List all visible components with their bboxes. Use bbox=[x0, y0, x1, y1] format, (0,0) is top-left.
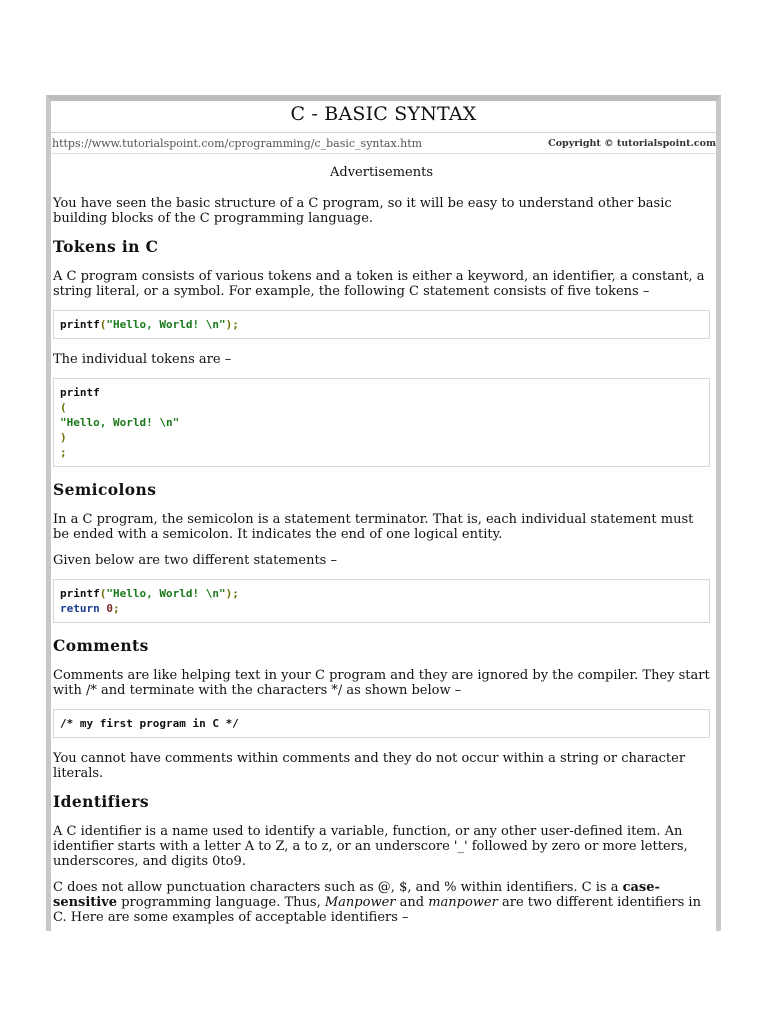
text-run: are two different identifiers in C. Here are some examples of acceptable identifiers – bbox=[53, 895, 701, 925]
copyright-notice: Copyright © tutorialspoint.com bbox=[548, 137, 716, 149]
tokens-code-block bbox=[53, 310, 710, 339]
code-line: ; bbox=[60, 446, 67, 459]
comment-code-block bbox=[53, 709, 710, 738]
semicolons-paragraph: In a C program, the semicolon is a statement terminator. That is, each individual statement must be ended with a semicolon. It indicates the end of one logical entity. bbox=[53, 512, 694, 542]
code-line: ( bbox=[60, 401, 67, 414]
intro-paragraph: You have seen the basic structure of a C program, so it will be easy to understand other basic building blocks of the C programming language. bbox=[53, 196, 672, 226]
code-line: "Hello, World! \n" bbox=[60, 416, 180, 429]
article-content bbox=[51, 165, 716, 925]
code-token: 0 bbox=[106, 602, 113, 615]
italic-term: manpower bbox=[428, 895, 498, 910]
code-line: printf bbox=[60, 386, 100, 399]
code-token: printf bbox=[60, 318, 100, 331]
code-token: ( bbox=[99, 587, 107, 600]
tokens-heading: Tokens in C bbox=[53, 237, 159, 256]
tokens-paragraph: A C program consists of various tokens and a token is either a keyword, an identifier, a constant, a string literal, or a symbol. For example, the following C statement consists of five tokens – bbox=[53, 269, 705, 299]
bold-term: case-sensitive bbox=[53, 880, 660, 910]
code-token: printf bbox=[60, 587, 100, 600]
code-token: "Hello, World! \n" bbox=[106, 318, 226, 331]
code-token: return bbox=[60, 602, 100, 615]
comments-paragraph: Comments are like helping text in your C program and they are ignored by the compiler. They start with /* and terminate with the characters */ as shown below – bbox=[53, 668, 710, 698]
code-token: ; bbox=[113, 602, 120, 615]
semicolons-heading: Semicolons bbox=[53, 480, 157, 499]
identifiers-heading: Identifiers bbox=[53, 792, 149, 811]
code-token: ); bbox=[225, 318, 239, 331]
document-page bbox=[46, 95, 721, 931]
identifiers-paragraph-1: A C identifier is a name used to identify a variable, function, or any other user-defined item. An identifier starts with a letter A to Z, a to z, or an underscore '_' followed by zero or more letters, underscores, and digits 0to9. bbox=[53, 824, 688, 869]
code-token: "Hello, World! \n" bbox=[106, 587, 226, 600]
code-token: ); bbox=[225, 587, 239, 600]
statements-label: Given below are two different statements – bbox=[53, 553, 337, 568]
identifiers-paragraph-2 bbox=[53, 880, 710, 925]
comments-note: You cannot have comments within comments and they do not occur within a string or character literals. bbox=[53, 751, 686, 781]
text-run: and bbox=[395, 895, 429, 910]
advertisements-label: Advertisements bbox=[330, 165, 433, 180]
code-line: /* my first program in C */ bbox=[60, 717, 239, 730]
italic-term: Manpower bbox=[324, 895, 396, 910]
statements-code-block bbox=[53, 579, 710, 623]
text-run: programming language. Thus, bbox=[117, 895, 325, 910]
code-line: ) bbox=[60, 431, 67, 444]
individual-tokens-label: The individual tokens are – bbox=[53, 352, 232, 367]
token-list-code-block bbox=[53, 378, 710, 467]
page-title: C - BASIC SYNTAX bbox=[51, 101, 716, 133]
comments-heading: Comments bbox=[53, 636, 149, 655]
code-token: ( bbox=[99, 318, 107, 331]
page-url[interactable]: https://www.tutorialspoint.com/cprogramming/c_basic_syntax.htm bbox=[52, 136, 423, 150]
url-bar bbox=[51, 133, 716, 154]
text-run: C does not allow punctuation characters such as @, $, and % within identifiers. C is a bbox=[53, 880, 623, 895]
